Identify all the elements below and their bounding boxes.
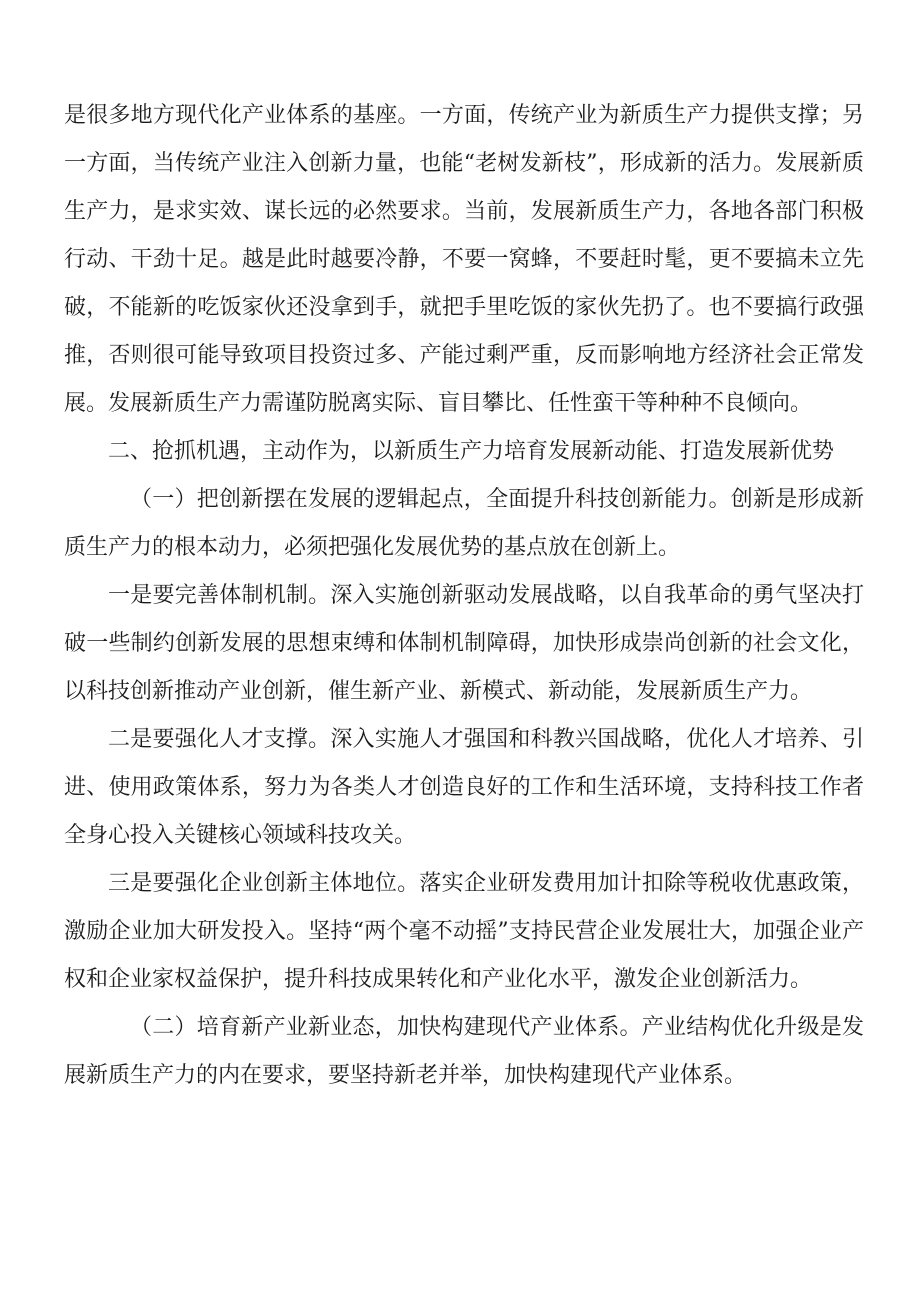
document-body — [64, 92, 864, 1100]
paragraph-point-2: 二是要强化人才支撑。深入实施人才强国和科教兴国战略，优化人才培养、引进、使用政策体系，努力为各类人才创造良好的工作和生活环境，支持科技工作者全身心投入关键核心领域科技攻关。 — [64, 727, 864, 848]
paragraph-continuation: 是很多地方现代化产业体系的基座。一方面，传统产业为新质生产力提供支撑；另一方面，当传统产业注入创新力量，也能“老树发新枝”，形成新的活力。发展新质生产力，是求实效、谋长远的必然要求。当前，发展新质生产力，各地各部门积极行动、干劲十足。越是此时越要冷静，不要一窝蜂，不要赶时髦，更不要搞未立先破，不能新的吃饭家伙还没拿到手，就把手里吃饭的家伙先扔了。也不要搞行政强推，否则很可能导致项目投资过多、产能过剩严重，反而影响地方经济社会正常发展。发展新质生产力需谨防脱离实际、盲目攀比、任性蛮干等种种不良倾向。 — [64, 103, 864, 416]
section-heading-2: 二、抢抓机遇，主动作为，以新质生产力培育发展新动能、打造发展新优势 — [108, 439, 835, 464]
paragraph-point-3: 三是要强化企业创新主体地位。落实企业研发费用加计扣除等税收优惠政策，激励企业加大研发投入。坚持“两个毫不动摇”支持民营企业发展壮大，加强企业产权和企业家权益保护，提升科技成果转化和产业化水平，激发企业创新活力。 — [64, 871, 864, 992]
subsection-heading-1: （一）把创新摆在发展的逻辑起点，全面提升科技创新能力。创新是形成新质生产力的根本动力，必须把强化发展优势的基点放在创新上。 — [64, 487, 864, 560]
paragraph-point-1: 一是要完善体制机制。深入实施创新驱动发展战略，以自我革命的勇气坚决打破一些制约创新发展的思想束缚和体制机制障碍，加快形成崇尚创新的社会文化，以科技创新推动产业创新，催生新产业、新模式、新动能，发展新质生产力。 — [64, 583, 864, 704]
subsection-heading-2: （二）培育新产业新业态，加快构建现代产业体系。产业结构优化升级是发展新质生产力的内在要求，要坚持新老并举，加快构建现代产业体系。 — [64, 1015, 864, 1088]
